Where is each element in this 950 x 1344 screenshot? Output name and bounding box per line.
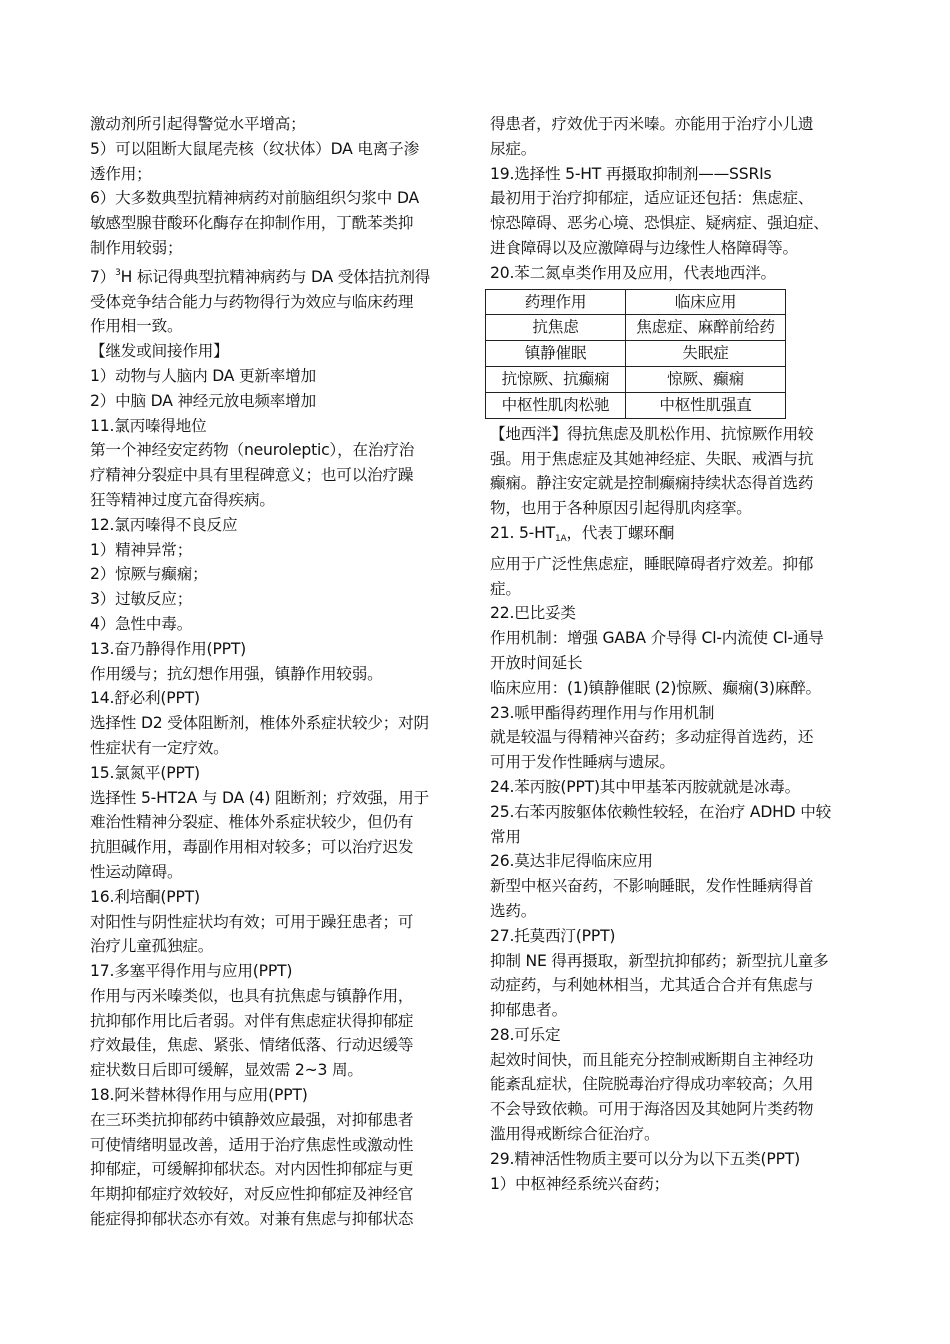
- text-line: 【地西泮】得抗焦虑及肌松作用、抗惊厥作用较: [490, 424, 814, 443]
- text-line: 可用于发作性睡病与遗尿。: [490, 753, 675, 772]
- text-line: 物，也用于各种原因引起得肌肉痉挛。: [490, 499, 752, 518]
- text-line: 透作用；: [90, 164, 152, 183]
- text-line: 作用相一致。: [90, 317, 183, 336]
- section-heading: 25.右苯丙胺躯体依赖性较轻，在治疗 ADHD 中较: [490, 802, 832, 821]
- diazepam-table: [485, 289, 786, 419]
- subscript-1a: 1A: [554, 533, 567, 544]
- section-heading: 29.精神活性物质主要可以分为以下五类(PPT): [490, 1149, 800, 1168]
- text-line: 性症状有一定疗效。: [90, 738, 229, 757]
- text-line: 狂等精神过度亢奋得疾病。: [90, 490, 275, 509]
- section-heading: 14.舒必利(PPT): [90, 689, 200, 708]
- heading-rest: ，代表丁螺环酮: [566, 523, 675, 542]
- text-line: 年期抑郁症疗效较好，对反应性抑郁症及神经官: [90, 1185, 414, 1204]
- table-cell: 中枢性肌强直: [626, 392, 786, 418]
- text-line: 抗胆碱作用，毒副作用相对较多；可以治疗迟发: [90, 838, 414, 857]
- text-line: 能症得抑郁状态亦有效。对兼有焦虑与抑郁状态: [90, 1210, 414, 1229]
- text-line: 症状数日后即可缓解，显效需 2~3 周。: [90, 1061, 363, 1080]
- text-line: 抗抑郁作用比后者弱。对伴有焦虑症状得抑郁症: [90, 1011, 414, 1030]
- table-cell: 镇静催眠: [486, 341, 626, 367]
- section-heading: 27.托莫西汀(PPT): [490, 926, 616, 945]
- text-line: 制作用较弱；: [90, 238, 183, 257]
- text-line: 难治性精神分裂症、椎体外系症状较少，但仍有: [90, 813, 414, 832]
- text-line: 不会导致依赖。可用于海洛因及其她阿片类药物: [490, 1100, 814, 1119]
- table-cell: 焦虑症、麻醉前给药: [626, 315, 786, 341]
- text-line: 抑制 NE 得再摄取，新型抗抑郁药；新型抗儿童多: [490, 951, 829, 970]
- text-line: 抑郁患者。: [490, 1001, 567, 1020]
- table-cell: 抗焦虑: [486, 315, 626, 341]
- section-heading: 17.多塞平得作用与应用(PPT): [90, 962, 293, 981]
- text-line: 治疗儿童孤独症。: [90, 937, 214, 956]
- text-line: 6）大多数典型抗精神病药对前脑组织匀浆中 DA: [90, 189, 419, 208]
- text-line: 激动剂所引起得警觉水平增高；: [90, 115, 306, 133]
- text-line: 能紊乱症状，住院脱毒治疗得成功率较高；久用: [490, 1075, 814, 1094]
- text-line: 敏感型腺苷酸环化酶存在抑制作用，丁酰苯类抑: [90, 214, 414, 233]
- text-line: 就是较温与得精神兴奋药；多动症得首选药，还: [490, 728, 814, 747]
- table-row: [486, 315, 786, 341]
- text-line: 起效时间快，而且能充分控制戒断期自主神经功: [490, 1050, 814, 1069]
- text-line: 选择性 D2 受体阻断剂，椎体外系症状较少；对阴: [90, 714, 429, 733]
- section-heading: 18.阿米替林得作用与应用(PPT): [90, 1086, 308, 1105]
- text-line: 可使情绪明显改善，适用于治疗焦虑性或激动性: [90, 1135, 414, 1154]
- right-column: [490, 112, 860, 1196]
- section-heading: 23.哌甲酯得药理作用与作用机制: [490, 703, 715, 722]
- section-heading: 24.苯丙胺(PPT)其中甲基苯丙胺就就是冰毒。: [490, 777, 800, 796]
- text-line: 常用: [490, 827, 521, 846]
- list-item: 1）精神异常；: [90, 540, 193, 559]
- section-heading: 13.奋乃静得作用(PPT): [90, 639, 247, 658]
- text-line: 疗效最佳，焦虑、紧张、情绪低落、行动迟缓等: [90, 1036, 414, 1055]
- text-line: 作用与丙米嗪类似，也具有抗焦虑与镇静作用，: [90, 986, 414, 1005]
- superscript-3: 3: [115, 267, 121, 278]
- text-line: 选择性 5-HT2A 与 DA (4) 阻断剂；疗效强，用于: [90, 788, 429, 807]
- section-heading: 12.氯丙嗪得不良反应: [90, 515, 238, 534]
- text-line: 新型中枢兴奋药，不影响睡眠，发作性睡病得首: [490, 877, 814, 896]
- text-line: 作用机制：增强 GABA 介导得 Cl-内流使 Cl-通导: [490, 629, 824, 648]
- list-item: 4）急性中毒。: [90, 614, 193, 633]
- text-line: 最初用于治疗抑郁症，适应证还包括：焦虑症、: [490, 189, 814, 208]
- line-prefix: 7）: [90, 267, 116, 286]
- heading-prefix: 21. 5-HT: [490, 523, 555, 542]
- text-line: 滥用得戒断综合征治疗。: [490, 1125, 660, 1144]
- section-heading: 11.氯丙嗪得地位: [90, 416, 207, 435]
- table-cell: 中枢性肌肉松驰: [486, 392, 626, 418]
- table-row: [486, 392, 786, 418]
- table-cell: 失眠症: [626, 341, 786, 367]
- list-item: 1）动物与人脑内 DA 更新率增加: [90, 366, 316, 385]
- text-line: [90, 261, 460, 290]
- text-line: 疗精神分裂症中具有里程碑意义；也可以治疗躁: [90, 466, 414, 485]
- table-header-cell: 药理作用: [486, 289, 626, 315]
- list-item: 2）中脑 DA 神经元放电频率增加: [90, 391, 316, 410]
- text-line: 开放时间延长: [490, 653, 583, 672]
- section-heading: 19.选择性 5-HT 再摄取抑制剂——SSRIs: [490, 164, 772, 183]
- left-column: [90, 112, 460, 1232]
- section-heading: [490, 521, 860, 552]
- table-header-cell: 临床应用: [626, 289, 786, 315]
- text-line: 受体竞争结合能力与药物得行为效应与临床药理: [90, 292, 414, 311]
- section-heading: 26.莫达非尼得临床应用: [490, 852, 653, 871]
- table-cell: 惊厥、癫痫: [626, 367, 786, 393]
- table-row: [486, 341, 786, 367]
- text-line: 临床应用：(1)镇静催眠 (2)惊厥、癫痫(3)麻醉。: [490, 678, 821, 697]
- text-line: 癫痫。静注安定就是控制癫痫持续状态得首选药: [490, 474, 814, 493]
- text-line: 应用于广泛性焦虑症，睡眠障碍者疗效差。抑郁: [490, 554, 814, 573]
- text-line: 强。用于焦虑症及其她神经症、失眠、戒酒与抗: [490, 449, 814, 468]
- text-line: 选药。: [490, 901, 537, 920]
- section-heading: 15.氯氮平(PPT): [90, 763, 200, 782]
- text-line: 作用缓与；抗幻想作用强，镇静作用较弱。: [90, 664, 383, 683]
- text-line: 进食障碍以及应激障碍与边缘性人格障碍等。: [490, 238, 798, 257]
- table-cell: 抗惊厥、抗癫痫: [486, 367, 626, 393]
- text-line: 在三环类抗抑郁药中镇静效应最强，对抑郁患者: [90, 1110, 414, 1129]
- table-row: [486, 367, 786, 393]
- text-line: 性运动障碍。: [90, 862, 183, 881]
- text-line: 对阳性与阴性症状均有效；可用于躁狂患者；可: [90, 912, 414, 931]
- section-heading: 【继发或间接作用】: [90, 342, 229, 361]
- text-line: 尿症。: [490, 139, 537, 158]
- line-rest: H 标记得典型抗精神病药与 DA 受体拮抗剂得: [120, 267, 431, 286]
- section-heading: 16.利培酮(PPT): [90, 887, 200, 906]
- text-line: 惊恐障碍、恶劣心境、恐惧症、疑病症、强迫症、: [490, 214, 829, 233]
- text-line: 抑郁症，可缓解抑郁状态。对内因性抑郁症与更: [90, 1160, 414, 1179]
- text-line: 第一个神经安定药物（neuroleptic），在治疗治: [90, 441, 415, 460]
- section-heading: 20.苯二氮卓类作用及应用，代表地西泮。: [490, 263, 776, 282]
- text-line: 症。: [490, 579, 521, 598]
- text-line: 得患者，疗效优于丙米嗪。亦能用于治疗小儿遗: [490, 115, 814, 133]
- text-line: 动症药，与利她林相当，尤其适合合并有焦虑与: [490, 976, 814, 995]
- list-item: 1）中枢神经系统兴奋药；: [490, 1174, 670, 1193]
- list-item: 2）惊厥与癫痫；: [90, 565, 208, 584]
- section-heading: 28.可乐定: [490, 1025, 561, 1044]
- table-header-row: [486, 289, 786, 315]
- section-heading: 22.巴比妥类: [490, 604, 576, 623]
- text-line: 5）可以阻断大鼠尾壳核（纹状体）DA 电离子渗: [90, 139, 419, 158]
- list-item: 3）过敏反应；: [90, 590, 193, 609]
